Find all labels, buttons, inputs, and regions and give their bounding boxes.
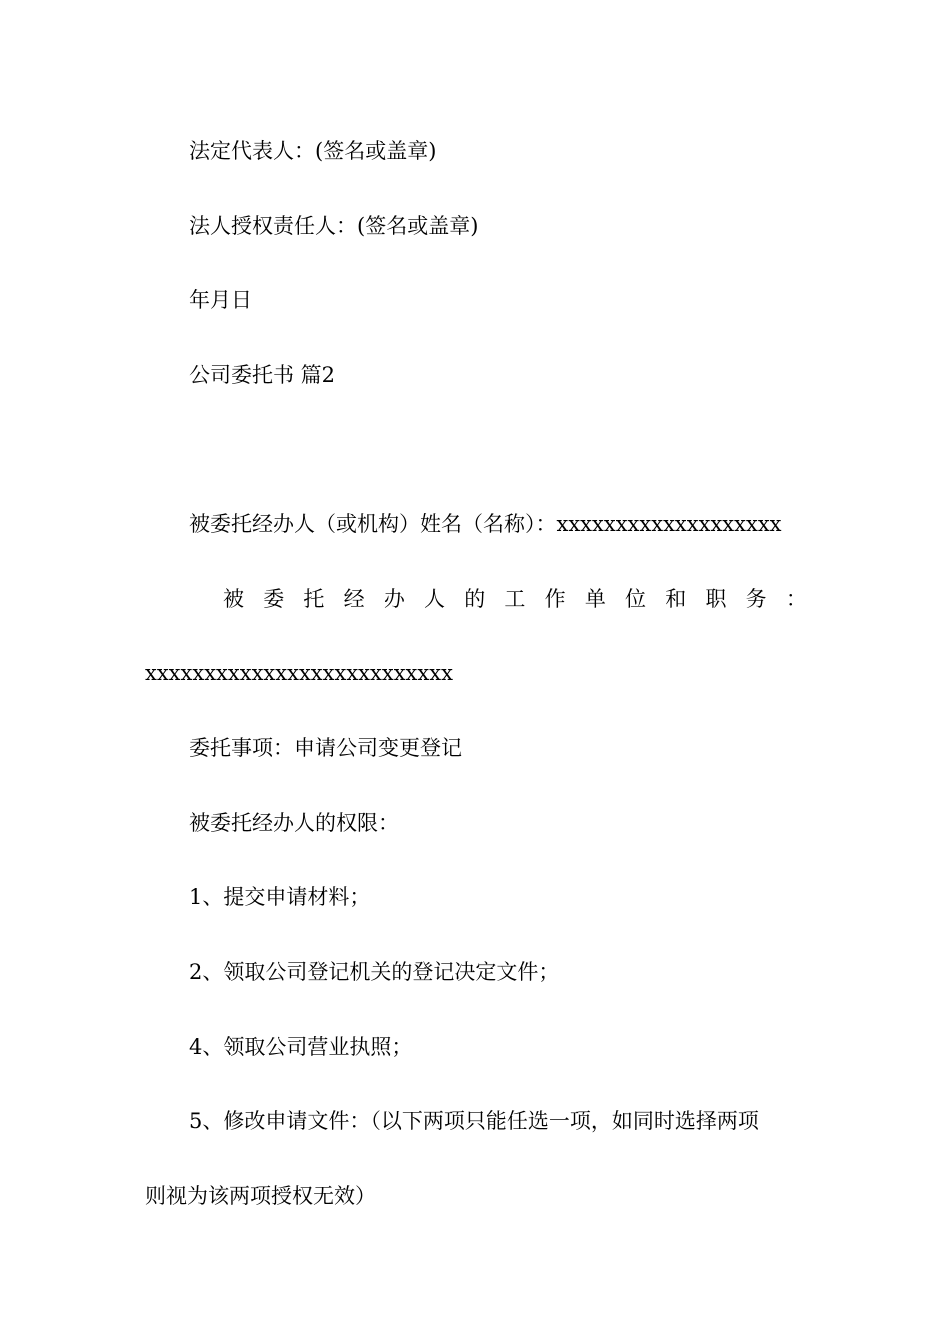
authority-item-4: 4、领取公司营业执照； xyxy=(189,1035,413,1059)
agent-work-label-char: ： xyxy=(785,587,807,611)
authority-label: 被委托经办人的权限： xyxy=(189,811,399,835)
matter-line: 委托事项：申请公司变更登记 xyxy=(189,736,462,760)
authority-item-1: 1、提交申请材料； xyxy=(189,885,371,909)
authority-item-5-continued: 则视为该两项授权无效） xyxy=(145,1184,376,1208)
agent-work-label-char: 被 xyxy=(223,587,244,611)
agent-work-label-char: 委 xyxy=(263,587,285,611)
legal-representative-line: 法定代表人：(签名或盖章) xyxy=(189,139,437,163)
agent-work-label-char: 单 xyxy=(584,587,606,611)
agent-work-label-char: 务 xyxy=(745,587,767,611)
agent-work-label-char: 和 xyxy=(665,587,687,611)
agent-work-label-char: 位 xyxy=(625,587,647,611)
authorized-person-line: 法人授权责任人：(签名或盖章) xyxy=(189,214,479,238)
section-title: 公司委托书 篇2 xyxy=(189,363,336,387)
agent-work-label-char: 经 xyxy=(343,587,365,611)
agent-work-label-char: 工 xyxy=(504,587,526,611)
agent-work-label-char: 人 xyxy=(424,587,446,611)
agent-work-label-char: 作 xyxy=(544,587,566,611)
agent-name-line: 被委托经办人（或机构）姓名（名称）：xxxxxxxxxxxxxxxxxxx xyxy=(189,512,782,536)
authority-item-5: 5、修改申请文件：（以下两项只能任选一项，如同时选择两项 xyxy=(189,1109,759,1133)
authority-item-2: 2、领取公司登记机关的登记决定文件； xyxy=(189,960,560,984)
agent-work-label-char: 职 xyxy=(705,587,727,611)
agent-work-label xyxy=(0,583,950,615)
agent-work-value: xxxxxxxxxxxxxxxxxxxxxxxxxx xyxy=(145,661,453,685)
agent-work-label-char: 托 xyxy=(303,587,325,611)
agent-work-label-char: 办 xyxy=(383,587,405,611)
date-line: 年月日 xyxy=(189,288,252,312)
agent-work-label-char: 的 xyxy=(464,587,486,611)
